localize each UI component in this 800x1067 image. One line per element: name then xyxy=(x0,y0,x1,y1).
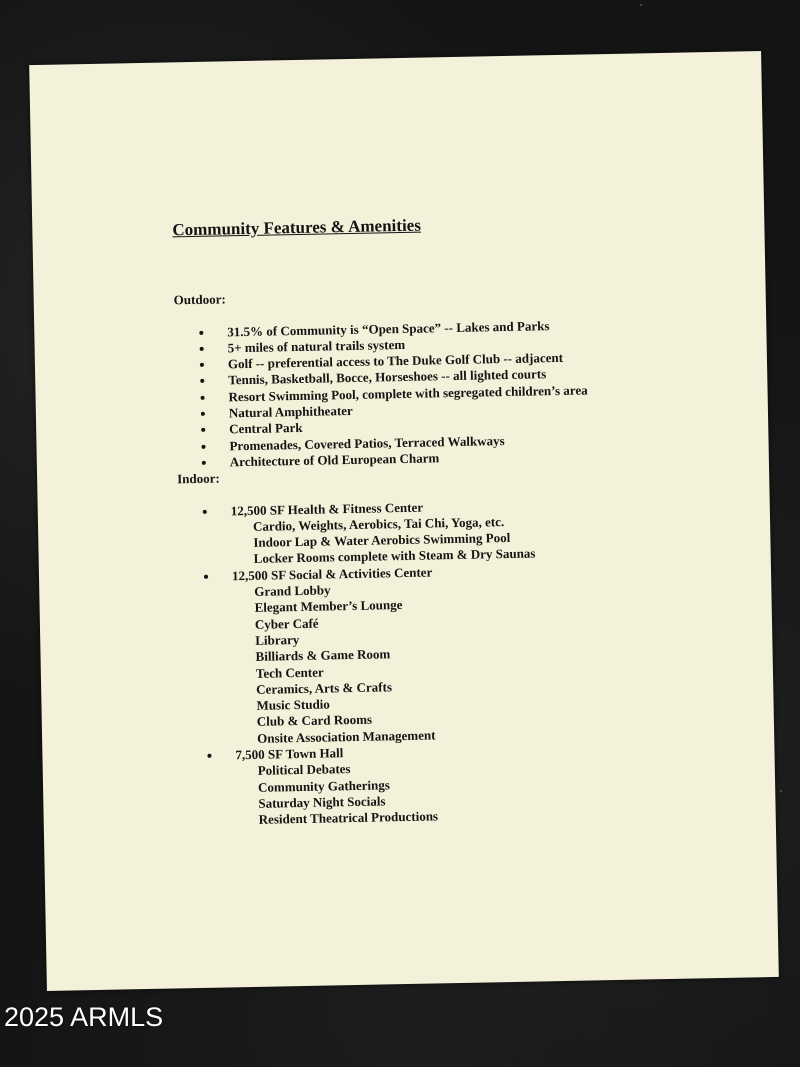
list-item-text: 31.5% of Community is “Open Space” -- Lakes and Parks xyxy=(227,317,550,339)
watermark: 2025 ARMLS xyxy=(4,1002,164,1032)
facility-group xyxy=(203,494,699,569)
facility-item: Community Gatherings xyxy=(257,776,391,795)
list-item-text: 5+ miles of natural trails system xyxy=(227,336,406,356)
list-item-text: Promenades, Covered Patios, Terraced Walkways xyxy=(229,432,505,454)
bullet-icon xyxy=(207,754,211,758)
facility-item: Onsite Association Management xyxy=(256,727,436,746)
outdoor-label: Outdoor: xyxy=(173,291,226,308)
outdoor-list xyxy=(174,315,697,472)
facility-group xyxy=(207,738,703,829)
facility-item: Political Debates xyxy=(257,761,351,779)
indoor-label: Indoor: xyxy=(177,470,220,487)
list-item-text: Central Park xyxy=(229,420,303,437)
bullet-icon xyxy=(202,461,206,465)
bullet-icon xyxy=(201,396,205,400)
bullet-icon xyxy=(200,363,204,367)
bullet-icon xyxy=(201,412,205,416)
bullet-icon xyxy=(204,575,208,579)
document-page xyxy=(29,51,779,991)
bullet-icon xyxy=(200,347,204,351)
bullet-icon xyxy=(200,379,204,383)
facility-item: Elegant Member’s Lounge xyxy=(254,597,403,616)
facility-item: Cyber Café xyxy=(254,615,319,632)
facility-item: Billiards & Game Room xyxy=(255,646,391,665)
document-content xyxy=(172,212,704,829)
document-title: Community Features & Amenities xyxy=(172,215,422,240)
facility-item: Locker Rooms complete with Steam & Dry Saunas xyxy=(253,545,536,567)
list-item-text: Natural Amphitheater xyxy=(228,403,353,421)
facility-item: Ceramics, Arts & Crafts xyxy=(256,679,393,697)
bullet-icon xyxy=(201,444,205,448)
bullet-icon xyxy=(203,509,207,513)
list-item-text: Tennis, Basketball, Bocce, Horseshoes -- all lighted courts xyxy=(228,366,547,388)
list-item-text: Golf -- preferential access to The Duke Golf Club -- adjacent xyxy=(227,350,564,372)
facility-heading: 12,500 SF Health & Fitness Center xyxy=(230,499,424,518)
bullet-icon xyxy=(199,330,203,334)
bullet-icon xyxy=(201,428,205,432)
facility-group xyxy=(204,559,702,748)
list-item-text: Resort Swimming Pool, complete with segregated children’s area xyxy=(228,382,588,405)
facility-item: Resident Theatrical Productions xyxy=(258,808,439,828)
facility-item: Club & Card Rooms xyxy=(256,712,373,730)
facility-item: Music Studio xyxy=(256,696,330,713)
facility-item: Saturday Night Socials xyxy=(258,793,386,811)
facility-item: Grand Lobby xyxy=(254,582,331,599)
facility-heading: 12,500 SF Social & Activities Center xyxy=(231,564,433,584)
list-item-text: Architecture of Old European Charm xyxy=(229,450,440,470)
facility-item: Tech Center xyxy=(255,664,324,681)
facility-item: Indoor Lap & Water Aerobics Swimming Pool xyxy=(253,530,511,551)
facility-item: Cardio, Weights, Aerobics, Tai Chi, Yoga, etc. xyxy=(252,513,505,534)
indoor-list xyxy=(178,494,704,830)
facility-heading: 7,500 SF Town Hall xyxy=(235,745,344,763)
facility-item: Library xyxy=(255,631,300,648)
